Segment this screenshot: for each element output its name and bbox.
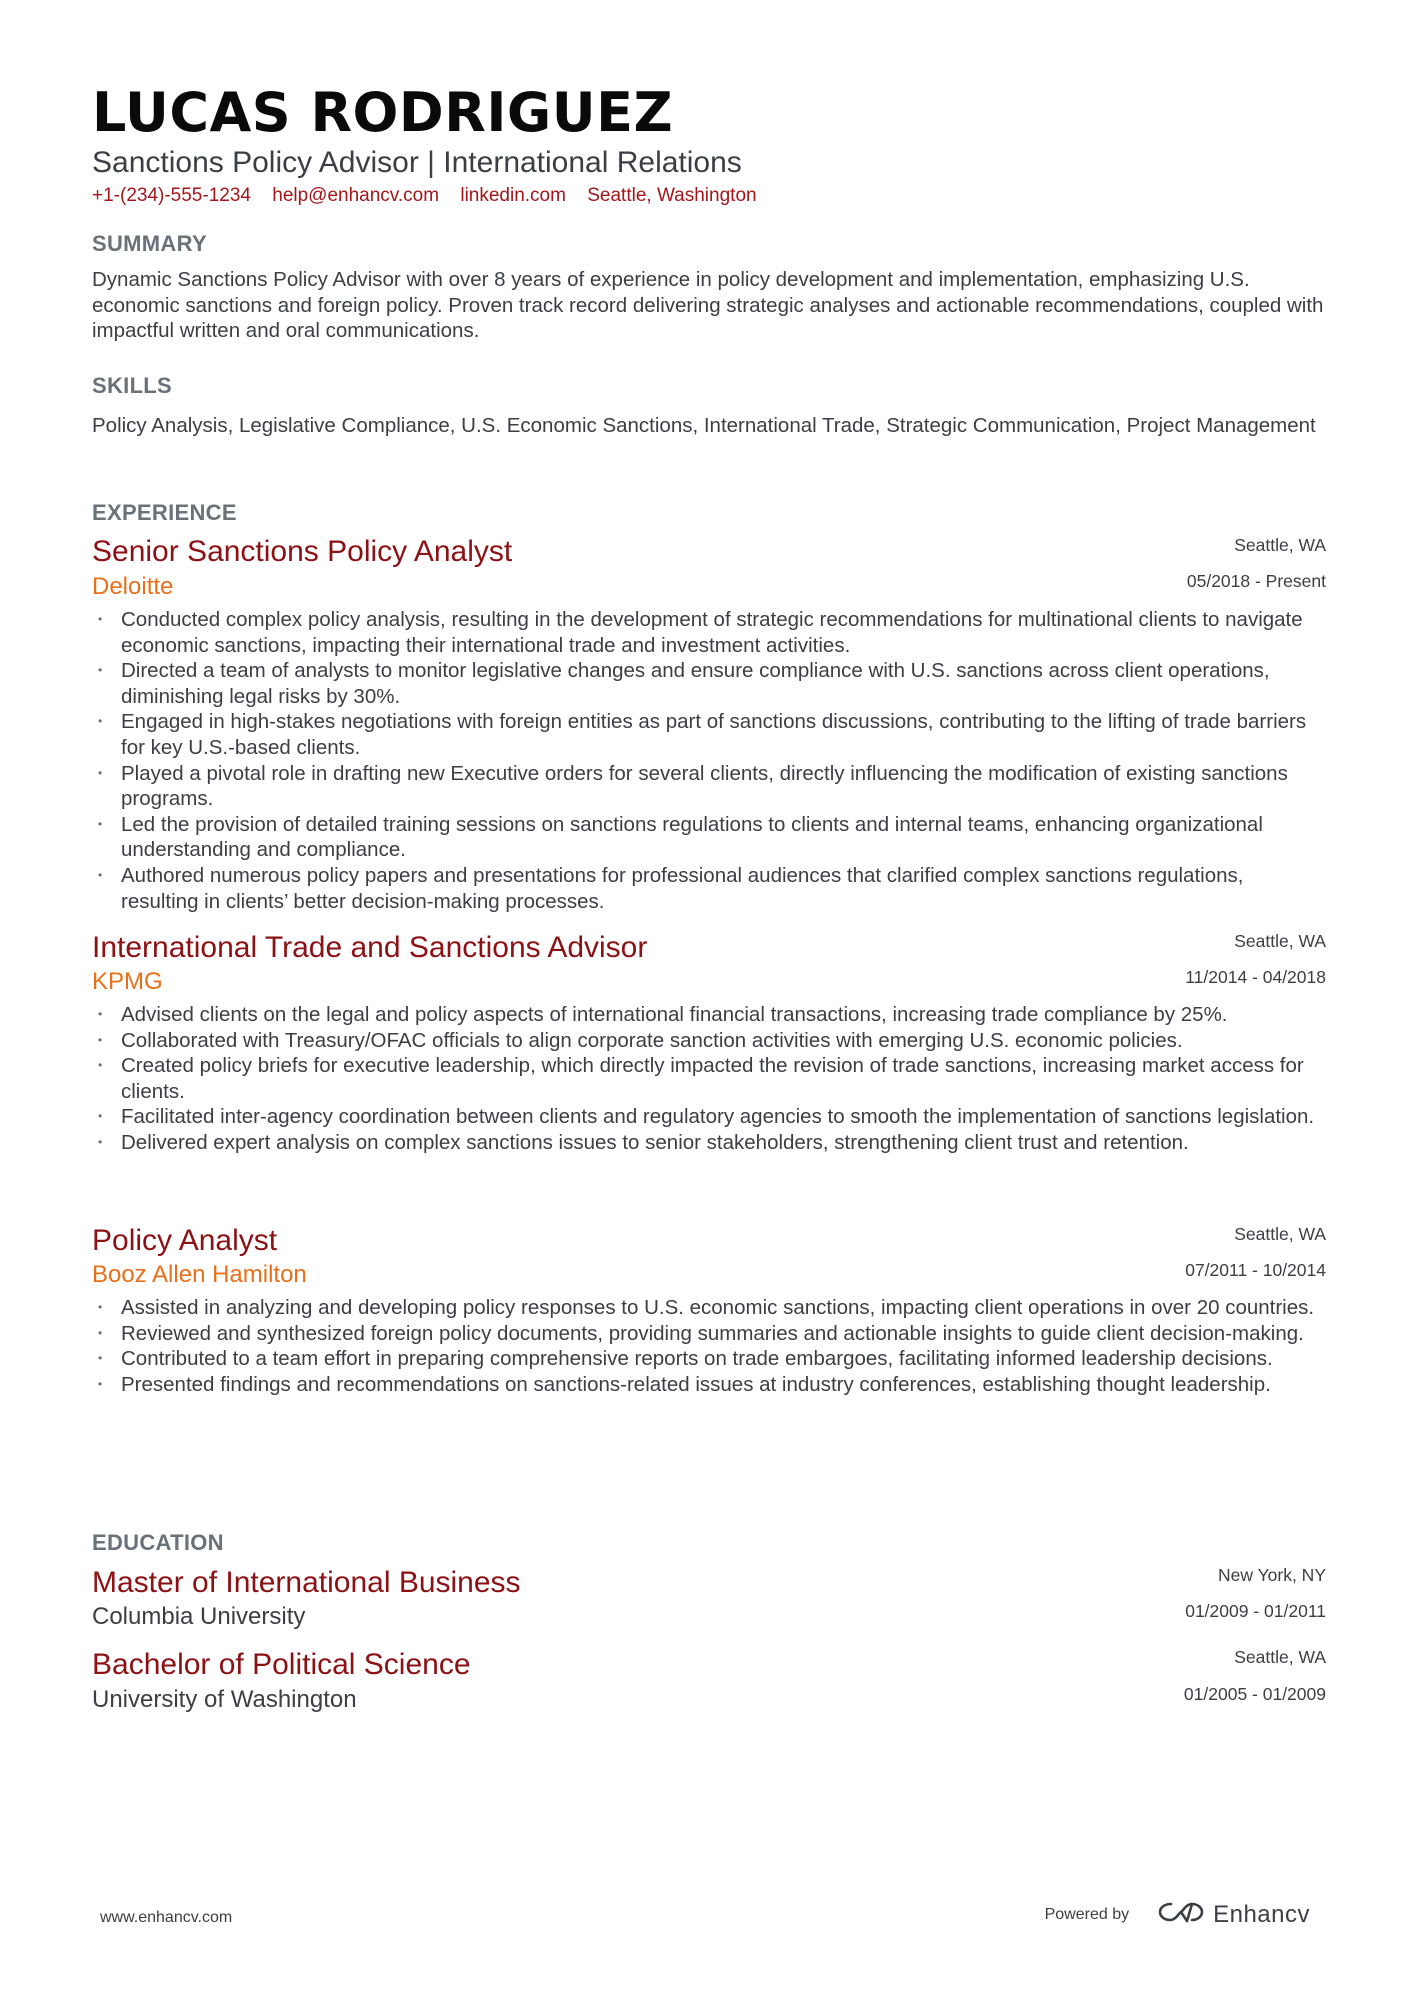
job-location: Seattle, WA bbox=[1234, 535, 1326, 555]
candidate-name: LUCAS RODRIGUEZ bbox=[92, 81, 674, 144]
job-dates: 11/2014 - 04/2018 bbox=[1185, 967, 1326, 987]
summary-text: Dynamic Sanctions Policy Advisor with over 8 years of experience in policy development and implementation, emphasizing U.S. economic sanctions and foreign policy. Proven track record delivering strategic analyses and actionable recommendations, coupled with impactful written and oral communications. bbox=[92, 268, 1324, 342]
brand-name: Enhancv bbox=[1213, 1900, 1310, 1928]
education-dates: 01/2009 - 01/2011 bbox=[1185, 1601, 1326, 1621]
job-location: Seattle, WA bbox=[1234, 931, 1326, 951]
list-item: • Advised clients on the legal and policy aspects of international financial transactions, increasing trade compliance by 25%. bbox=[92, 1002, 1326, 1028]
job-role: International Trade and Sanctions Advisor bbox=[92, 931, 648, 964]
skills-text: Policy Analysis, Legislative Compliance, U.S. Economic Sanctions, International Trade, Strategic Communication, Project Management bbox=[92, 414, 1316, 437]
list-item: • Reviewed and synthesized foreign policy documents, providing summaries and actionable insights to guide client decision-making. bbox=[92, 1321, 1326, 1347]
contact-line bbox=[92, 183, 773, 209]
list-item: • Led the provision of detailed training sessions on sanctions regulations to clients and internal teams, enhancing organizational understanding and compliance. bbox=[92, 812, 1326, 863]
job-dates: 07/2011 - 10/2014 bbox=[1185, 1260, 1326, 1280]
list-item: • Presented findings and recommendations on sanctions-related issues at industry conferences, establishing thought leadership. bbox=[92, 1372, 1326, 1398]
enhancv-logo-icon bbox=[1157, 1899, 1205, 1930]
job-dates: 05/2018 - Present bbox=[1186, 571, 1326, 591]
education-heading: EDUCATION bbox=[92, 1530, 224, 1555]
job-bullets bbox=[92, 607, 1326, 914]
education-school: University of Washington bbox=[92, 1686, 357, 1713]
powered-by-label: Powered by bbox=[1044, 1905, 1130, 1923]
job-bullets bbox=[92, 1295, 1326, 1397]
list-item: • Directed a team of analysts to monitor legislative changes and ensure compliance with U.S. sanctions across client operations, diminishing legal risks by 30%. bbox=[92, 658, 1326, 709]
list-item: • Played a pivotal role in drafting new Executive orders for several clients, directly influencing the modification of existing sanctions programs. bbox=[92, 761, 1326, 812]
job-company: KPMG bbox=[92, 968, 163, 995]
job-role: Policy Analyst bbox=[92, 1224, 278, 1257]
job-company: Deloitte bbox=[92, 573, 174, 600]
skills-heading: SKILLS bbox=[92, 373, 173, 398]
list-item: • Engaged in high-stakes negotiations with foreign entities as part of sanctions discussions, contributing to the lifting of trade barriers for key U.S.-based clients. bbox=[92, 709, 1326, 760]
list-item: • Assisted in analyzing and developing policy responses to U.S. economic sanctions, impacting client operations in over 20 countries. bbox=[92, 1295, 1326, 1321]
experience-heading: EXPERIENCE bbox=[92, 500, 237, 525]
footer-branding bbox=[1045, 1899, 1310, 1930]
list-item: • Conducted complex policy analysis, resulting in the development of strategic recommendations for multinational clients to navigate economic sanctions, impacting their international trade and investment activities. bbox=[92, 607, 1326, 658]
job-bullets bbox=[92, 1002, 1326, 1156]
candidate-headline: Sanctions Policy Advisor | International Relations bbox=[92, 146, 742, 179]
summary-heading: SUMMARY bbox=[92, 231, 207, 256]
contact-linkedin[interactable]: linkedin.com bbox=[460, 185, 566, 206]
contact-email[interactable]: help@enhancv.com bbox=[272, 185, 440, 206]
education-degree: Master of International Business bbox=[92, 1566, 521, 1599]
list-item: • Delivered expert analysis on complex sanctions issues to senior stakeholders, strengthening client trust and retention. bbox=[92, 1130, 1326, 1156]
list-item: • Collaborated with Treasury/OFAC officials to align corporate sanction activities with emerging U.S. economic policies. bbox=[92, 1028, 1326, 1054]
job-role: Senior Sanctions Policy Analyst bbox=[92, 535, 513, 568]
contact-phone[interactable]: +1-(234)-555-1234 bbox=[92, 185, 251, 206]
education-dates: 01/2005 - 01/2009 bbox=[1183, 1684, 1326, 1704]
footer-website[interactable]: www.enhancv.com bbox=[100, 1909, 233, 1926]
contact-location: Seattle, Washington bbox=[587, 185, 757, 206]
list-item: • Facilitated inter-agency coordination between clients and regulatory agencies to smooth the implementation of sanctions legislation. bbox=[92, 1104, 1326, 1130]
list-item: • Authored numerous policy papers and presentations for professional audiences that clarified complex sanctions regulations, resulting in clients’ better decision-making processes. bbox=[92, 863, 1326, 914]
education-location: New York, NY bbox=[1218, 1565, 1326, 1585]
list-item: • Contributed to a team effort in preparing comprehensive reports on trade embargoes, facilitating informed leadership decisions. bbox=[92, 1346, 1326, 1372]
education-school: Columbia University bbox=[92, 1603, 306, 1630]
job-location: Seattle, WA bbox=[1234, 1224, 1326, 1244]
job-company: Booz Allen Hamilton bbox=[92, 1261, 307, 1288]
education-degree: Bachelor of Political Science bbox=[92, 1648, 471, 1681]
list-item: • Created policy briefs for executive leadership, which directly impacted the revision of trade sanctions, increasing market access for clients. bbox=[92, 1053, 1326, 1104]
education-location: Seattle, WA bbox=[1234, 1647, 1326, 1667]
